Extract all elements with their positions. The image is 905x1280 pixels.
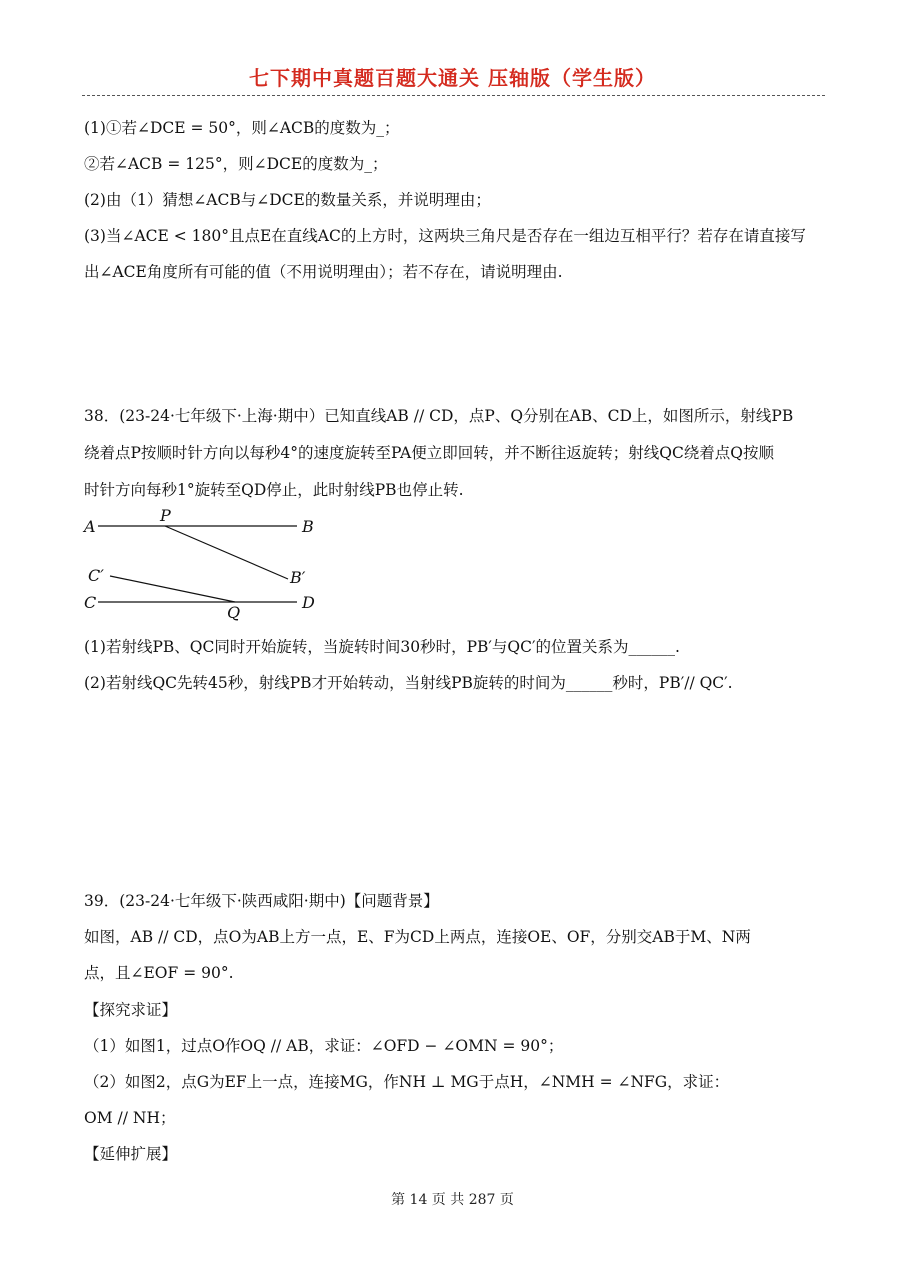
q39-stem-line2: 点，且∠EOF = 90°. bbox=[84, 964, 234, 982]
label-p: P bbox=[160, 506, 171, 525]
label-a: A bbox=[84, 517, 96, 536]
q39-stem-line1: 如图，AB // CD，点O为AB上方一点，E、F为CD上两点，连接OE、OF，分别交AB于M、N两 bbox=[84, 928, 751, 946]
label-b: B bbox=[302, 517, 314, 536]
label-q: Q bbox=[227, 603, 241, 621]
q39-part2-line1: （2）如图2，点G为EF上一点，连接MG，作NH ⊥ MG于点H，∠NMH = ∠NFG，求证： bbox=[84, 1073, 730, 1091]
q37-part3-line1: (3)当∠ACE < 180°且点E在直线AC的上方时，这两块三角尺是否存在一组边互相平行？若存在请直接写 bbox=[84, 227, 806, 245]
label-c: C bbox=[84, 593, 97, 612]
ray-qc-prime bbox=[110, 576, 235, 602]
q39-part2-line2: OM // NH； bbox=[84, 1109, 176, 1127]
q37-part1-2: ②若∠ACB = 125°，则∠DCE的度数为_； bbox=[84, 155, 388, 173]
label-b-prime: B′ bbox=[290, 568, 306, 587]
label-d: D bbox=[302, 593, 315, 612]
q38-part2: (2)若射线QC先转45秒，射线PB才开始转动，当射线PB旋转的时间为______秒时，PB′// QC′. bbox=[84, 674, 733, 692]
document-header: 七下期中真题百题大通关 压轴版（学生版） bbox=[249, 66, 656, 90]
q39-title: 39．(23-24·七年级下·陕西咸阳·期中)【问题背景】 bbox=[84, 892, 439, 910]
q38-stem-line3: 时针方向每秒1°旋转至QD停止，此时射线PB也停止转. bbox=[84, 481, 464, 499]
q38-part1: (1)若射线PB、QC同时开始旋转，当旋转时间30秒时，PB′与QC′的位置关系为______. bbox=[84, 638, 680, 656]
ray-pb-prime bbox=[165, 526, 288, 579]
q38-stem-line1: 38．(23-24·七年级下·上海·期中）已知直线AB // CD，点P、Q分别在AB、CD上，如图所示，射线PB bbox=[84, 407, 794, 425]
label-c-prime: C′ bbox=[88, 566, 104, 585]
q38-figure bbox=[80, 506, 340, 621]
q39-extend-heading: 【延伸扩展】 bbox=[84, 1145, 178, 1163]
page-footer: 第 14 页 共 287 页 bbox=[391, 1192, 514, 1208]
header-divider bbox=[82, 95, 825, 96]
q39-part1: （1）如图1，过点O作OQ // AB，求证：∠OFD − ∠OMN = 90°； bbox=[84, 1037, 564, 1055]
q37-part3-line2: 出∠ACE角度所有可能的值（不用说明理由）；若不存在，请说明理由. bbox=[84, 263, 563, 281]
q37-part2: (2)由（1）猜想∠ACB与∠DCE的数量关系，并说明理由； bbox=[84, 191, 491, 209]
q37-part1-1: (1)①若∠DCE = 50°，则∠ACB的度数为_； bbox=[84, 119, 400, 137]
q38-stem-line2: 绕着点P按顺时针方向以每秒4°的速度旋转至PA便立即回转，并不断往返旋转；射线QC绕着点Q按顺 bbox=[84, 444, 775, 462]
q39-explore-heading: 【探究求证】 bbox=[84, 1001, 178, 1019]
